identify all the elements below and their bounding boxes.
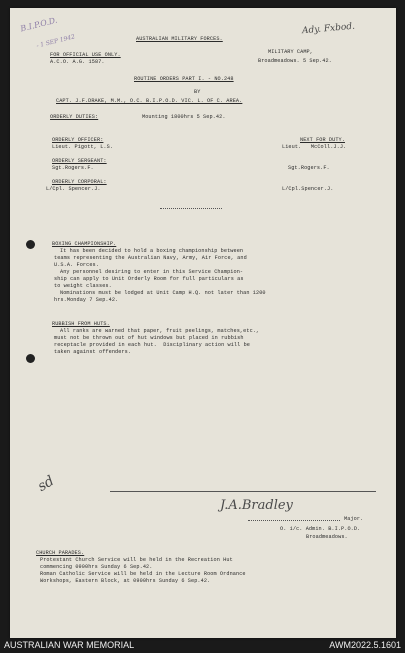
received-stamp-org: B.I.P.O.D. — [19, 15, 59, 34]
archive-catalogue-number: AWM2022.5.1601 — [329, 640, 401, 650]
church-line: commencing 0900hrs Sunday 6 Sep.42. — [40, 564, 153, 570]
margin-initials: sd — [35, 473, 58, 495]
rubbish-line: All ranks are warned that paper, fruit peelings, matches,etc., — [60, 328, 260, 334]
next-corporal-name: L/Cpl.Spencer.J. — [282, 186, 334, 192]
signature-dotted-line — [248, 520, 340, 521]
next-officer-name: Lieut. McColl.J.J. — [282, 144, 347, 150]
rubbish-line: taken against offenders. — [54, 349, 132, 355]
orderly-corporal-name: L/Cpl. Spencer.J. — [46, 186, 101, 192]
rubbish-line: must not be thrown out of hut windows but placed in rubbish — [54, 335, 244, 341]
next-for-duty-heading: NEXT FOR DUTY. — [300, 137, 345, 143]
archive-footer — [0, 638, 405, 653]
place-date: Broadmeadows. 5 Sep.42. — [258, 58, 332, 64]
boxing-line: teams representing the Australian Navy, Army, Air Force, and — [54, 255, 247, 261]
punch-hole-top — [26, 240, 35, 249]
corner-handwritten-note: Ady. Fxbod. — [301, 21, 356, 37]
boxing-line: Any personnel desiring to enter in this Service Champion- — [60, 269, 244, 275]
by-line: BY — [194, 89, 201, 95]
rubbish-line: receptacle provided in each hut. Disciplinary action will be — [54, 342, 250, 348]
signature-location: Broadmeadows. — [306, 534, 348, 540]
signature-rank: Major. — [344, 516, 364, 522]
received-stamp-date: - 1 SEP 1942 — [35, 33, 76, 50]
boxing-line: It has been decided to hold a boxing championship between — [60, 248, 244, 254]
archive-name: AUSTRALIAN WAR MEMORIAL — [4, 640, 135, 650]
boxing-line: U.S.A. Forces. — [54, 262, 99, 268]
orders-title: ROUTINE ORDERS PART I. - NO.248 — [134, 76, 234, 82]
boxing-heading: BOXING CHAMPIONSHIP. — [52, 241, 117, 247]
orderly-sergeant-label: ORDERLY SERGEANT: — [52, 158, 107, 164]
church-line: Protestant Church Service will be held in the Recreation Hut — [40, 557, 233, 563]
section-divider — [160, 208, 222, 209]
signature-rule — [110, 491, 376, 492]
camp-label: MILITARY CAMP, — [268, 49, 313, 55]
orderly-duties-heading: ORDERLY DUTIES: — [50, 114, 99, 120]
church-line: Workshops, Eastern Block, at 0900hrs Sunday 6 Sep.42. — [40, 578, 211, 584]
orderly-corporal-label: ORDERLY CORPORAL: — [52, 179, 107, 185]
official-use-label: FOR OFFICIAL USE ONLY. — [50, 52, 121, 58]
boxing-line: hrs.Monday 7 Sep.42. — [54, 297, 119, 303]
signature-appointment: O. i/c. Admin. B.I.P.O.D. — [280, 526, 361, 532]
orderly-sergeant-name: Sgt.Rogers.F. — [52, 165, 94, 171]
church-line: Roman Catholic Service will be held in the Lecture Room Ordnance — [40, 571, 246, 577]
document-page — [10, 8, 396, 638]
punch-hole-bottom — [26, 354, 35, 363]
church-heading: CHURCH PARADES. — [36, 550, 85, 556]
next-sergeant-name: Sgt.Rogers.F. — [288, 165, 330, 171]
document-header-title: AUSTRALIAN MILITARY FORCES. — [136, 36, 223, 42]
boxing-line: Nominations must be lodged at Unit Camp H.Q. not later than 1200 — [60, 290, 266, 296]
commander-line: CAPT. J.F.DRAKE, M.M., O.C. B.I.P.O.D. VIC. L. OF C. AREA. — [56, 98, 243, 104]
signature-scrawl: J.A.Bradley — [220, 498, 293, 513]
orderly-officer-name: Lieut. Pigott, L.S. — [52, 144, 114, 150]
reference-number: A.C.O. A.G. 1587. — [50, 59, 105, 65]
boxing-line: to weight classes. — [54, 283, 112, 289]
mounting-time: Mounting 1800hrs 5 Sep.42. — [142, 114, 226, 120]
orderly-officer-label: ORDERLY OFFICER: — [52, 137, 104, 143]
boxing-line: ship can apply to Unit Orderly Room for full particulars as — [54, 276, 244, 282]
rubbish-heading: RUBBISH FROM HUTS. — [52, 321, 110, 327]
